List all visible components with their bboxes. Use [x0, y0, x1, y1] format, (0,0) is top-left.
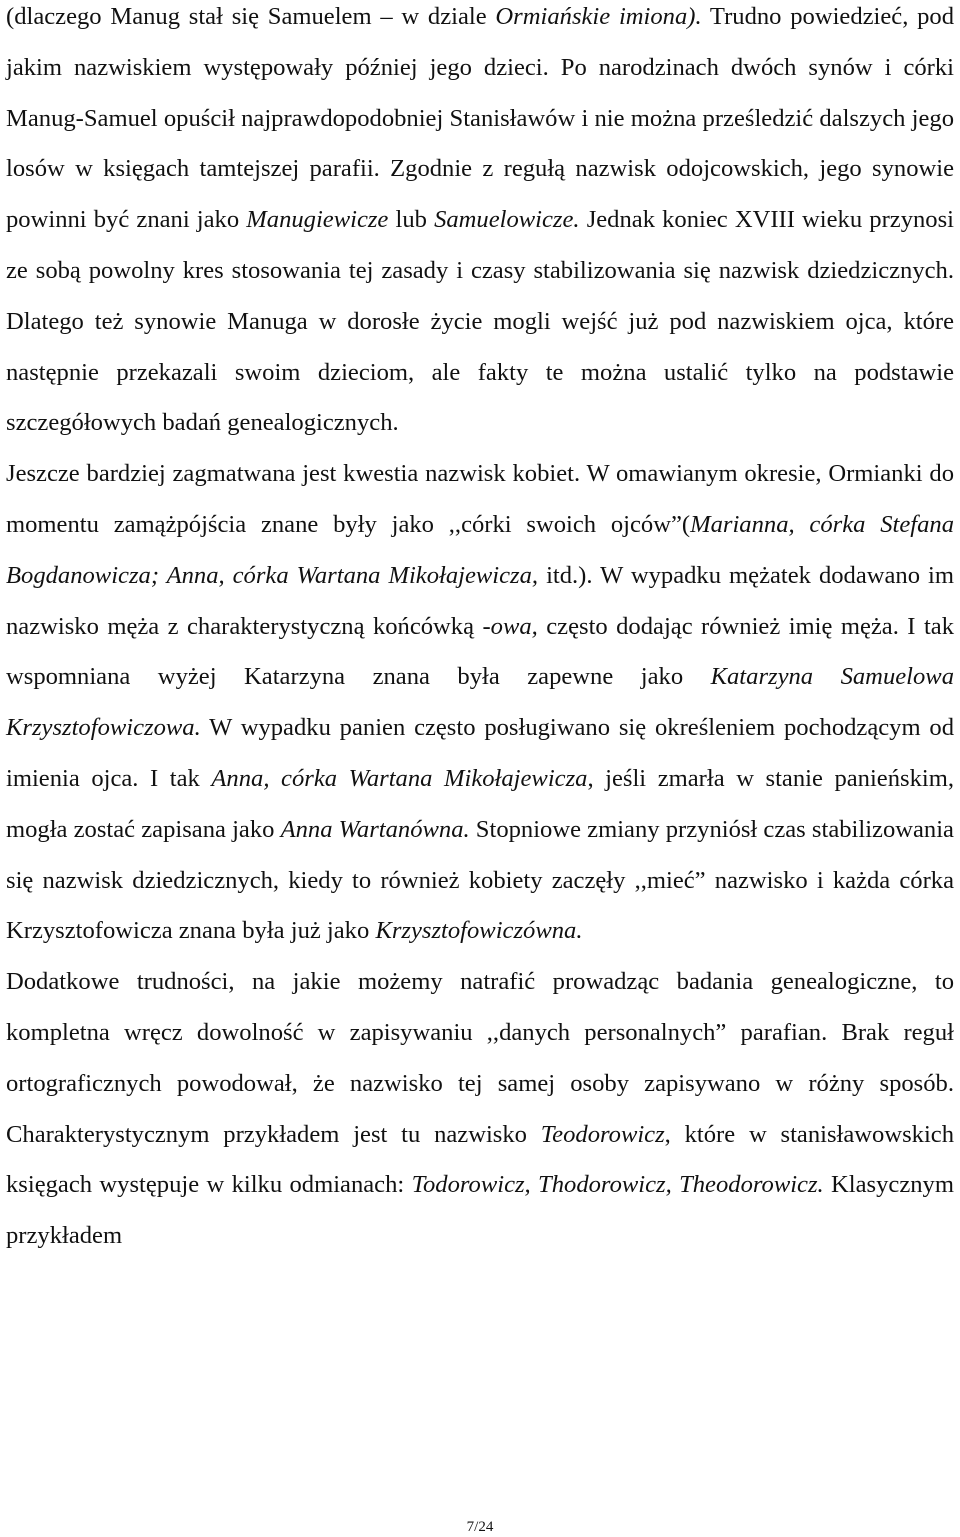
italic-text: Samuelowicze.	[434, 206, 580, 234]
italic-text: Ormiańskie imiona).	[495, 3, 702, 30]
paragraph-2	[6, 449, 954, 957]
text-run: Dodatkowe trudności, na jakie możemy natrafić prowadząc badania genealogiczne, to kompletna wręcz dowolność w zapisywaniu ,,danych personalnych” parafian. Brak reguł ortograficznych powodował, że nazwisko tej samej osoby zapisywano w różny sposób. Charakterystycznym przykładem jest tu nazwisko	[6, 968, 954, 1148]
italic-text: Anna, córka Wartana Mikołajewicza	[211, 764, 588, 792]
text-run: Trudno powiedzieć, pod jakim nazwiskiem występowały później jego dzieci. Po narodzinach dwóch synów i córki Manug-Samuel opuścił najprawdopodobniej Stanisławów i nie można prześledzić dalszych jego losów w księgach tamtejszej parafii. Zgodnie z regułą nazwisk odojcowskich, jego synowie powinni być znani jako	[6, 3, 955, 234]
paragraph-3	[6, 957, 954, 1262]
italic-text: -owa,	[482, 612, 538, 640]
italic-text: Katarzyna Samuelowa Krzysztofowiczowa.	[6, 663, 954, 742]
text-run: (dlaczego Manug stał się Samuelem – w dziale	[6, 3, 496, 30]
italic-text: Manugiewicze	[246, 206, 389, 234]
paragraph-1	[6, 0, 954, 449]
text-run: , które w stanisławowskich księgach występuje w kilku odmianach:	[6, 1120, 955, 1199]
text-run: Jeszcze bardziej zagmatwana jest kwestia nazwisk kobiet. W omawianym okresie, Ormianki do momentu zamążpójścia znane były jako ,,córki swoich ojców”(	[6, 460, 954, 538]
italic-text: Teodorowicz	[540, 1120, 665, 1148]
text-run: itd.). W wypadku mężatek dodawano im nazwisko męża z charakterystyczną końcówką	[6, 561, 954, 640]
page-number: 7/24	[466, 1519, 494, 1535]
text-run: lub	[388, 206, 435, 234]
italic-text: Todorowicz, Thodorowicz, Theodorowicz.	[411, 1171, 824, 1199]
text-run: Stopniowe zmiany przyniósł czas stabilizowania się nazwisk dziedzicznych, kiedy to również kobiety zaczęły ,,mieć” nazwisko i każda córka Krzysztofowicza znana była już jako	[6, 815, 954, 945]
italic-text: Krzysztofowiczówna.	[375, 917, 583, 945]
text-run: , jeśli zmarła w stanie panieńskim, mogła zostać zapisana jako	[6, 764, 954, 843]
text-run: Jednak koniec XVIII wieku przynosi ze sobą powolny kres stosowania tej zasady i czasy stabilizowania się nazwisk dziedzicznych. Dlatego też synowie Manuga w dorosłe życie mogli wejść już pod nazwiskiem ojca, które następnie przekazali swoim dzieciom, ale fakty te można ustalić tylko na podstawie szczegółowych badań genealogicznych.	[6, 206, 954, 437]
text-run: W wypadku panien często posługiwano się określeniem pochodzącym od imienia ojca. I tak	[6, 714, 954, 792]
italic-text: Marianna, córka Stefana Bogdanowicza; Anna, córka Wartana Mikołajewicza,	[6, 510, 955, 589]
body-text	[6, 0, 954, 1262]
text-run: Klasycznym przykładem	[6, 1171, 954, 1250]
italic-text: Anna Wartanówna.	[280, 815, 470, 843]
text-run: często dodając również imię męża. I tak wspomniana wyżej Katarzyna znana była zapewne jako	[6, 612, 954, 691]
